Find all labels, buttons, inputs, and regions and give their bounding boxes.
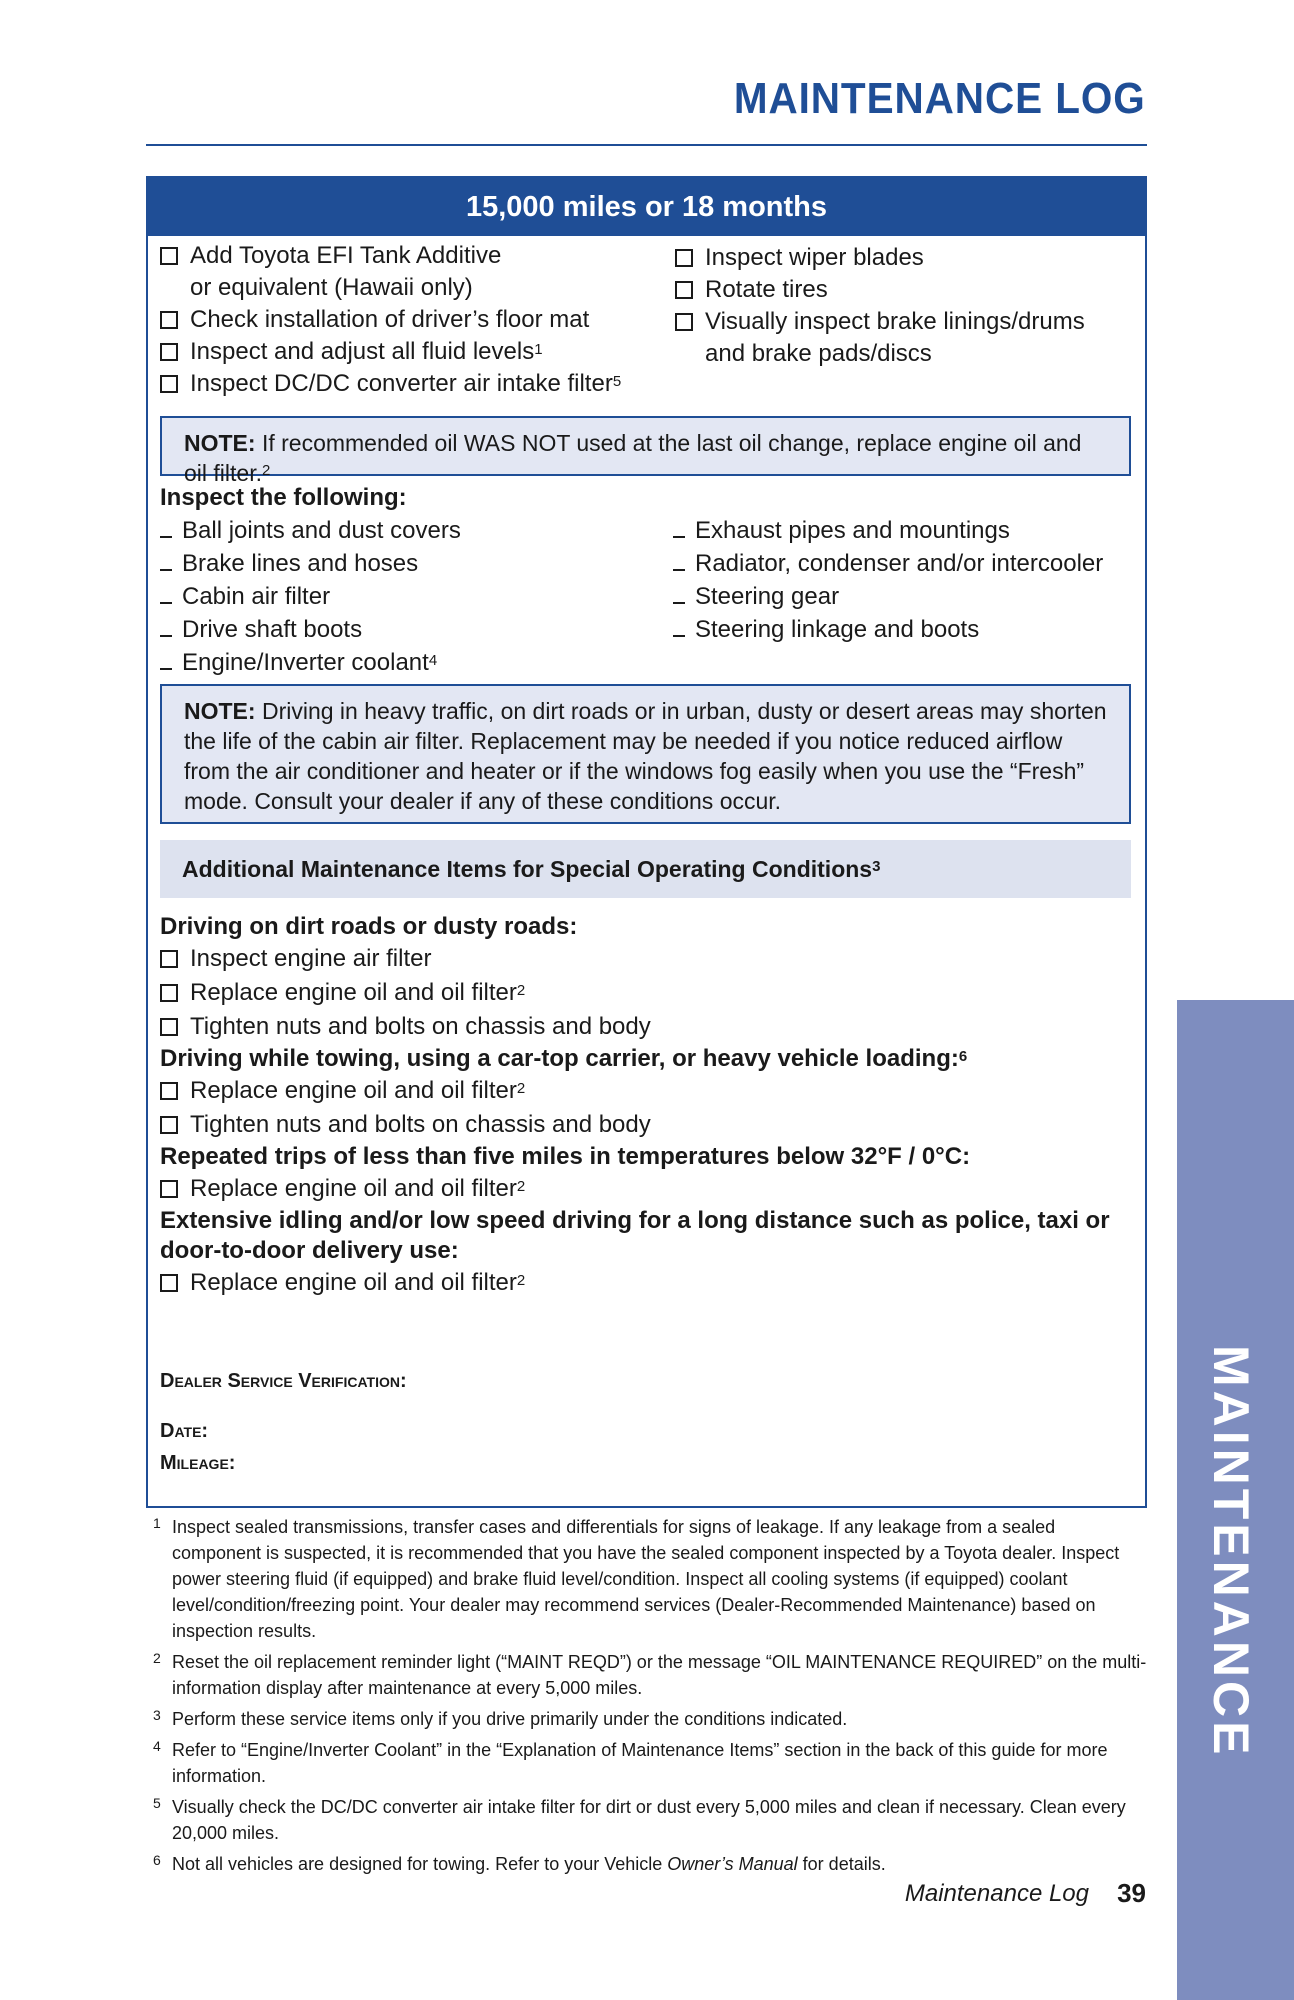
footnote-italic-text: Owner’s Manual bbox=[667, 1854, 798, 1874]
checklist-item-text: Inspect and adjust all fluid levels bbox=[190, 338, 535, 365]
footnote-ref: 2 bbox=[516, 1080, 526, 1097]
condition-checklist-item bbox=[160, 1074, 1120, 1108]
footnote-text: Visually check the DC/DC converter air intake filter for dirt or dust every 5,000 miles and clean if necessary. Clean every 20,000 miles. bbox=[172, 1797, 1126, 1843]
dash-marker bbox=[160, 569, 172, 571]
footer-section-label: Maintenance Log bbox=[904, 1880, 1089, 1907]
footnote-ref: 1 bbox=[534, 341, 543, 358]
inspect-right-list bbox=[673, 514, 1103, 646]
checklist-item bbox=[160, 240, 621, 272]
footnote-ref: 5 bbox=[612, 373, 622, 390]
footnote-number: 3 bbox=[153, 1707, 161, 1723]
left-checklist bbox=[160, 240, 621, 400]
condition-checklist-item bbox=[160, 942, 1120, 976]
footnote-text: Perform these service items only if you drive primarily under the conditions indicated. bbox=[172, 1709, 848, 1729]
inspect-item bbox=[673, 580, 1103, 613]
checklist-item bbox=[160, 368, 621, 400]
dash-marker bbox=[160, 536, 172, 538]
footnote bbox=[150, 1649, 1148, 1701]
page-number: 39 bbox=[1117, 1878, 1146, 1908]
date-label: Date: bbox=[160, 1420, 209, 1442]
interval-header: 15,000 miles or 18 months bbox=[148, 178, 1145, 236]
condition-checklist-item bbox=[160, 1266, 1120, 1300]
footnote-ref: 2 bbox=[516, 1178, 526, 1195]
footnote-text: Not all vehicles are designed for towing. Refer to your Vehicle bbox=[172, 1854, 668, 1874]
inspect-item bbox=[160, 580, 461, 613]
checklist-item-continued: or equivalent (Hawaii only) bbox=[190, 274, 473, 301]
checkbox[interactable] bbox=[160, 247, 178, 265]
footnote-ref: 6 bbox=[958, 1048, 968, 1065]
footnote bbox=[150, 1737, 1148, 1789]
checklist-item-text: Rotate tires bbox=[705, 276, 828, 303]
footnote-ref: 4 bbox=[428, 652, 438, 669]
condition-checklist-item bbox=[160, 1010, 1120, 1044]
footnote-text: Refer to “Engine/Inverter Coolant” in the “Explanation of Maintenance Items” section in the back of this guide for more information. bbox=[172, 1740, 1108, 1786]
checkbox[interactable] bbox=[160, 1018, 178, 1036]
condition-heading-text: Extensive idling and/or low speed driving for a long distance such as police, taxi or door-to-door delivery use: bbox=[160, 1207, 1110, 1264]
checkbox[interactable] bbox=[160, 375, 178, 393]
dash-marker bbox=[160, 668, 172, 670]
footnote-number: 6 bbox=[153, 1852, 161, 1868]
dash-marker bbox=[673, 602, 685, 604]
footnote bbox=[150, 1794, 1148, 1846]
note-label: NOTE: bbox=[184, 698, 256, 724]
inspect-item-text: Steering linkage and boots bbox=[695, 616, 980, 643]
note-label: NOTE: bbox=[184, 430, 256, 456]
checkbox[interactable] bbox=[160, 343, 178, 361]
checkbox[interactable] bbox=[160, 1082, 178, 1100]
condition-heading bbox=[160, 1044, 1120, 1074]
inspect-left-list bbox=[160, 514, 461, 679]
checkbox[interactable] bbox=[160, 1274, 178, 1292]
note-text: Driving in heavy traffic, on dirt roads or in urban, dusty or desert areas may shorten the life of the cabin air filter. Replacement may be needed if you notice reduced airflow from the air conditioner and heater or if the windows fog easily when you use the “Fresh” mode. Consult your dealer if any of these conditions occur. bbox=[184, 698, 1107, 814]
note-footnote-ref: 2 bbox=[261, 462, 271, 479]
checklist-item-text: Replace engine oil and oil filter bbox=[190, 1269, 517, 1296]
checklist-item-text: Inspect DC/DC converter air intake filter bbox=[190, 370, 613, 397]
note-text: If recommended oil WAS NOT used at the last oil change, replace engine oil and oil filter. bbox=[184, 430, 1082, 486]
condition-heading-text: Driving while towing, using a car-top carrier, or heavy vehicle loading: bbox=[160, 1045, 959, 1072]
condition-heading bbox=[160, 1142, 1120, 1172]
mileage-label: Mileage: bbox=[160, 1452, 236, 1474]
checklist-item bbox=[675, 306, 1085, 338]
checkbox[interactable] bbox=[160, 950, 178, 968]
checkbox[interactable] bbox=[675, 281, 693, 299]
inspect-item bbox=[673, 514, 1103, 547]
inspect-section bbox=[160, 482, 407, 514]
inspect-item bbox=[673, 547, 1103, 580]
checkbox[interactable] bbox=[160, 311, 178, 329]
checklist-item-text: Tighten nuts and bolts on chassis and body bbox=[190, 1013, 651, 1040]
footnote bbox=[150, 1514, 1148, 1644]
checklist-item bbox=[160, 336, 621, 368]
condition-checklist-item bbox=[160, 976, 1120, 1010]
checkbox[interactable] bbox=[675, 249, 693, 267]
dash-marker bbox=[160, 635, 172, 637]
dealer-verification-label: Dealer Service Verification: bbox=[160, 1370, 407, 1392]
footnote-number: 2 bbox=[153, 1650, 161, 1666]
footnote-number: 1 bbox=[153, 1515, 161, 1531]
checklist-item bbox=[675, 274, 1085, 306]
additional-maintenance-heading bbox=[160, 840, 1131, 898]
inspect-item-text: Radiator, condenser and/or intercooler bbox=[695, 550, 1104, 577]
footnote-text: Reset the oil replacement reminder light (“MAINT REQD”) or the message “OIL MAINTENANCE REQUIRED” on the multi-information display after maintenance at every 5,000 miles. bbox=[172, 1652, 1147, 1698]
condition-heading-text: Repeated trips of less than five miles in temperatures below 32°F / 0°C: bbox=[160, 1143, 971, 1170]
condition-heading bbox=[160, 912, 1120, 942]
inspect-item-text: Engine/Inverter coolant bbox=[182, 649, 429, 676]
inspect-item-text: Drive shaft boots bbox=[182, 616, 363, 643]
dash-marker bbox=[673, 635, 685, 637]
checkbox[interactable] bbox=[160, 1180, 178, 1198]
checklist-item bbox=[160, 304, 621, 336]
inspect-item-text: Brake lines and hoses bbox=[182, 550, 419, 577]
checkbox[interactable] bbox=[160, 1116, 178, 1134]
dash-marker bbox=[673, 569, 685, 571]
checklist-item-text: Inspect engine air filter bbox=[190, 945, 432, 972]
inspect-item bbox=[160, 547, 461, 580]
additional-footnote-ref: 3 bbox=[872, 858, 881, 875]
dash-marker bbox=[673, 536, 685, 538]
inspect-item bbox=[160, 514, 461, 547]
oil-note bbox=[160, 416, 1131, 486]
condition-checklist-item bbox=[160, 1172, 1120, 1206]
additional-heading-text: Additional Maintenance Items for Special Operating Conditions bbox=[182, 856, 873, 882]
inspect-item-text: Cabin air filter bbox=[182, 583, 331, 610]
checklist-item-text: Inspect wiper blades bbox=[705, 244, 924, 271]
footnotes bbox=[150, 1514, 1148, 1882]
inspect-item-text: Ball joints and dust covers bbox=[182, 517, 461, 544]
checkbox[interactable] bbox=[675, 313, 693, 331]
checklist-item-text: Replace engine oil and oil filter bbox=[190, 1077, 517, 1104]
footnote-tail-text: for details. bbox=[797, 1854, 886, 1874]
checklist-item bbox=[675, 242, 1085, 274]
condition-heading-text: Driving on dirt roads or dusty roads: bbox=[160, 913, 578, 940]
inspect-item bbox=[160, 646, 461, 679]
inspect-heading: Inspect the following: bbox=[160, 484, 407, 511]
inspect-item bbox=[673, 613, 1103, 646]
checklist-item-text: Visually inspect brake linings/drums bbox=[705, 308, 1085, 335]
maintenance-log-box bbox=[146, 176, 1147, 1508]
checklist-item-text: Tighten nuts and bolts on chassis and body bbox=[190, 1111, 651, 1138]
special-conditions bbox=[160, 912, 1120, 1300]
footnote-number: 4 bbox=[153, 1738, 161, 1754]
side-tab-label: MAINTENANCE bbox=[1203, 1345, 1259, 1759]
footnote-number: 5 bbox=[153, 1795, 161, 1811]
page-title: MAINTENANCE LOG bbox=[734, 74, 1146, 123]
footnote-text: Inspect sealed transmissions, transfer cases and differentials for signs of leakage. If any leakage from a sealed component is suspected, it is recommended that you have the sealed component inspected by a Toyota dealer. Inspect power steering fluid (if equipped) and brake fluid level/condition. Inspect all cooling systems (if equipped) coolant level/condition/freezing point. Your dealer may recommend services (Dealer-Recommended Maintenance) based on inspection results. bbox=[172, 1517, 1120, 1641]
inspect-item bbox=[160, 613, 461, 646]
inspect-item-text: Steering gear bbox=[695, 583, 840, 610]
checklist-item-text: Add Toyota EFI Tank Additive bbox=[190, 242, 502, 269]
checklist-item-text: Replace engine oil and oil filter bbox=[190, 979, 517, 1006]
right-checklist bbox=[675, 242, 1085, 370]
checklist-item-continued: and brake pads/discs bbox=[705, 340, 932, 367]
checklist-item-text: Check installation of driver’s floor mat bbox=[190, 306, 590, 333]
footnote bbox=[150, 1706, 1148, 1732]
title-divider bbox=[146, 144, 1147, 146]
footnote-ref: 2 bbox=[516, 982, 526, 999]
checklist-item-text: Replace engine oil and oil filter bbox=[190, 1175, 517, 1202]
cabin-filter-note bbox=[160, 684, 1131, 824]
dash-marker bbox=[160, 602, 172, 604]
footnote-ref: 2 bbox=[516, 1272, 526, 1289]
inspect-item-text: Exhaust pipes and mountings bbox=[695, 517, 1010, 544]
footnote bbox=[150, 1851, 1148, 1877]
condition-heading bbox=[160, 1206, 1120, 1266]
checkbox[interactable] bbox=[160, 984, 178, 1002]
condition-checklist-item bbox=[160, 1108, 1120, 1142]
